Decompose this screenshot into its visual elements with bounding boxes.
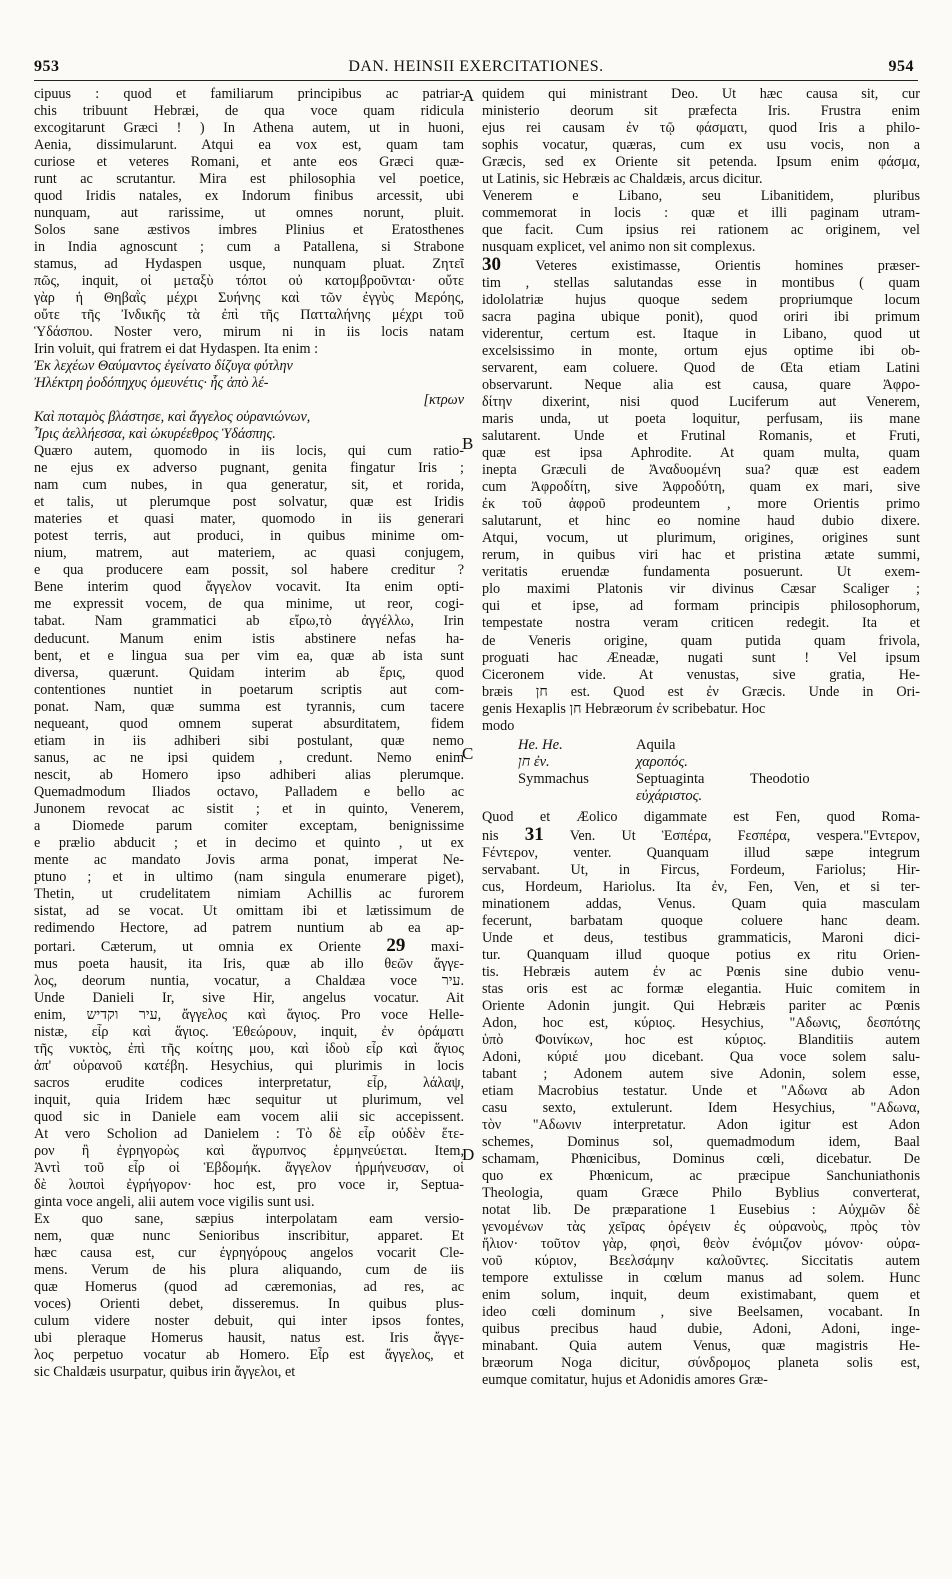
text-line: δίτην dixerint, nisi quod Luciferum aut Venerem, [482,394,920,411]
text-line: Ciceronem vide. At venustas, sive gratia, He- [482,666,920,683]
greek-verse [34,358,464,443]
text-line: hæc causa est, cur ἐγρηγόρους angelos vocarit Cle- [34,1245,464,1262]
margin-letter-a: A [462,86,475,105]
text-line: Ἶρις ἀελλήεσσα, καὶ ὠκυρέεθρος Ὑδάσπης. [34,426,276,443]
text-line: observarunt. Neque alia est causa, quare Ἀφρο- [482,377,920,394]
text-line: ginta voce angeli, alii autem voce vigilis sunt usi. [34,1194,315,1211]
text-line: Aenia, dissimularunt. Atqui ea vox est, quam tam [34,137,464,154]
text-line: inepta Græculi de Ἀναδυομένη sua? quæ est eadem [482,462,920,479]
text-line: λος, deorum nuntia, vocatur, a Chaldæa voce עיר. [34,972,464,989]
text-line: τὸν "Αδωνιν interpretatur. Adon igitur est Adon [482,1116,920,1133]
text-line: excogitarunt Græci ! ) In Athena autem, ut in huoni, [34,120,464,137]
text-line: servarent, eam coluere. Quod de Œta etiam Latini [482,360,920,377]
text-line: ptuno ; et in ultimo (nam singula enumerare piget), [34,868,464,885]
text-line: ministerio deorum sit præfecta Iris. Frustra enim [482,103,920,120]
text-line: proguati hac Æneadæ, nugati sunt ! Vel ipsum [482,649,920,666]
text-line: tempestate nostra veram criticen redegit. Ita et [482,615,920,632]
text-line: voces) Orienti debet, disseremus. In quibus plus- [34,1296,464,1313]
text-line: tim , stellas salutandas esse in montibus ( quam [482,275,920,292]
text-line: que facit. Cum ipsius rei rationem ac originem, vel [482,222,920,239]
text-line: Irin voluit, qui fratrem ei dat Hydaspen. Ita enim : [34,341,319,358]
text-line: γενομένων τὰς χεῖρας ὀρέγειν ἐς οὐρανοὺς, πρὸς τὸν [482,1218,920,1235]
text-line: mens. Verum de his plura aliquando, cum de iis [34,1262,464,1279]
text-line: rerum, in quibus viri hac et pristina ætate summi, [482,547,920,564]
text-line: Bene interim quod ἄγγελον vocavit. Ita enim opti- [34,579,464,596]
text-line: a Diomede parum comiter exceptam, benignissime [34,817,464,834]
text-line: ὑπὸ Φοινίκων, hoc est κύριος. Blanditiis autem [482,1031,920,1048]
right-column-text-2 [482,809,920,1390]
text-line: idololatriæ hujus quoque sedem propriumque locum [482,292,920,309]
text-line: nequeant, quod omnem superat absurditatem, fidem [34,715,464,732]
text-line: salutarent. Unde et Frutinal Romanis, et Fruti, [482,428,920,445]
text-line: nam cum nubes, in qua generatur, sit, et rorida, [34,477,464,494]
text-line: tempore extulisse in cœlum manus ad solem. Hunc [482,1270,920,1287]
section-number: 30 [482,256,501,276]
text-line: portari. Cæterum, ut omnia ex Oriente 29 maxi- [34,936,464,956]
text-line: Ὑδάσπου. Noster vero, mirum ni in iis locis natam [34,324,464,341]
text-line: Quemadmodum Iliados octavo, Palladem e bello ac [34,783,464,800]
text-line: quo ex Phœnicum, ac præcipue Sanchuniathonis [482,1167,920,1184]
text-line: δὲ λοιποὶ ἐγρήγορον· hoc est, pro voce ir, Septua- [34,1177,464,1193]
text-line: ejus rei causam ἐν τῷ φάσματι, quod Iris a philo- [482,120,920,137]
hexapla-cell: εὐχάριστος. [636,787,703,804]
text-line: sic Chaldæis usurpatur, quibus irin ἄγγελοι, et [34,1364,296,1381]
text-line: deducunt. Manum enim istis abstinere nefas ha- [34,630,464,647]
text-line: maris unda, ut poeta loquitur, perfusam, iis mane [482,411,920,428]
text-line: nusquam explicet, vel animo non sit complexus. [482,239,756,256]
left-column [34,86,464,1556]
text-line: cum Ἀφροδίτη, sive Ἀφροδύτη, quam ex mari, sive [482,479,920,496]
text-line: servabant. Ut, in Fircus, Fordeum, Fariolus; Hir- [482,861,920,878]
text-line: [κτρων [423,392,464,409]
text-line: ponat. Nam, quæ summa est tyrannis, cum tacere [34,698,464,715]
right-page-number: 954 [888,58,914,75]
text-line: modo [482,717,515,734]
hexapla-cell: Symmachus [518,770,589,787]
hexapla-cell: חן ἐν. [518,753,550,770]
margin-letter-d: D [462,1145,475,1164]
text-line: etiam in iis adhiberi sibi postulant, quæ nemo [34,732,464,749]
text-line: chis tribuunt Hebræi, de qua voce quam ridicula [34,103,464,120]
section-number: 31 [524,825,544,845]
text-line: Thetin, ut crudelitatem nimiam Achillis ac furorem [34,885,464,902]
text-line: sacros erudite codices interpretatur, εἶρ, λάλαψ, [34,1074,464,1091]
margin-letter-b: B [462,434,474,453]
text-line: runt ac scrutantur. Mira est philosophia vel poetice, [34,171,464,188]
text-line: materies et quasi mater, quomodo in iis generari [34,511,464,528]
text-line: Solos sane æstivos imbres Plinius et Eratosthenes [34,222,464,239]
text-line: bræis חן est. Quod est ἐν Græcis. Unde in Ori- [482,683,920,700]
text-line: Græcis, sed ex Oriente sit petenda. Ipsum enim φάσμα, [482,154,920,171]
text-line: excelsissimo in monte, ortum ejus optime ibi ob- [482,343,920,360]
text-line: 30 Veteres existimasse, Orientis homines præser- [482,256,920,276]
text-line: tis. Hebræis autem ἐν ac Pœnis sine dubio venu- [482,963,920,980]
text-line: culum videre noster debuit, qui inter ipsos fontes, [34,1313,464,1330]
text-line: commemorat in locis : quæ et illi paginam utram- [482,205,920,222]
text-line: λος perpetuo vocatur ab Homero. Εἶρ est ἄγγελος, et [34,1347,464,1364]
text-line: qui et ipse, ad formam principis philosophorum, [482,598,920,615]
text-line: Ϝέντερον, venter. Quanquam illud sæpe integrum [482,844,920,861]
text-line: Ex quo sane, sæpius interpolatam eam versio- [34,1211,464,1228]
hexapla-table [518,737,920,805]
text-line: viderentur, certum est. Itaque in Libano, quod ut [482,326,920,343]
text-line: Καὶ ποταμὸς βλάστησε, καὶ ἄγγελος οὐρανιώνων, [34,409,311,426]
text-line: enim solum, inquit, deum existimabant, quem et [482,1287,920,1304]
hexapla-row [518,737,920,754]
text-line: schamam, Phœnicibus, Dominus cœli, dicebatur. De [482,1150,920,1167]
text-line: tabat. Nam grammatici ab εἴρω,τὸ ἀγγέλλω, Irin [34,613,464,630]
text-line: Ἐκ λεχέων Θαύμαντος ἐγείνατο δίζυγα φύτλην [34,358,293,375]
text-line: Quæro autem, quomodo in iis locis, qui cum ratio- [34,443,464,460]
right-column [482,86,920,1556]
text-line: nis 31 Ven. Ut Ἑσπέρα, Ϝεσπέρα, vespera."Εντερον, [482,825,920,845]
text-line: ubi pleraque Homerus hausit, natus est. Iris ἄγγε- [34,1330,464,1347]
hexapla-cell: Aquila [636,736,676,753]
text-line: ἀπ' οὐρανοῦ κατέβη. Hesychius, qui plurimis in locis [34,1057,464,1074]
page-header [0,58,952,82]
text-line: Unde et deus, testibus grammaticis, Maroni dici- [482,929,920,946]
left-column-text-2 [34,443,464,1381]
hexapla-cell: χαροπός. [636,753,688,770]
text-line: quibus precibus haud dubie, Adoni, Adoni, inge- [482,1321,920,1338]
text-line: Adon, hoc est, κύριος. Hesychius, "Αδωνις, δεσπότης [482,1014,920,1031]
text-line: Ἀντὶ τοῦ εἶρ οἱ Ἑβδομήκ. ἄγγελον ἡρμήνευσαν, οἱ [34,1159,464,1176]
text-line: inquit, quia Iridem hæc sequitur ut plurimum, vel [34,1091,464,1108]
text-line: casu sexto, extulerunt. Idem Hesychius, "Αδωνα, [482,1099,920,1116]
text-line: sanus, ac ne ipsi quidem , credunt. Nemo enim [34,749,464,766]
hexapla-cell: He. He. [518,736,563,753]
text-line: At vero Scholion ad Danielem : Τὸ δὲ εἶρ οὐδὲν ἕτε- [34,1125,464,1142]
hexapla-cell: Septuaginta [636,770,705,787]
text-line: minabant. Quia autem Venus, quæ magistris He- [482,1338,920,1355]
text-line: minationem addas, Venus. Quam quia masculam [482,895,920,912]
text-line: Oriente Adonin jungit. Qui Hebræis pariter ac Pœnis [482,997,920,1014]
text-line: ἐκ τοῦ ἀφροῦ prodeuntem , more Orientis primo [482,496,920,513]
text-line: Junonem revocat ac sistit ; et in quinto, Venerem, [34,800,464,817]
text-line: ideo cœli dominum , sive Beelsamen, vocabant. In [482,1304,920,1321]
text-line: eumque comitatur, hujus et Adonidis amores Græ- [482,1372,768,1389]
text-line: in India agnoscunt ; cum a Patallena, si Strabone [34,239,464,256]
text-line: quæ Homerus (quod ad cæremonias, ad res, ac [34,1279,464,1296]
text-line: stas oris est ac formæ elegantia. Huic comitem in [482,980,920,997]
text-line: cus, Hordeum, Hariolus. Ita ἐν, Fen, Ven, et si ter- [482,878,920,895]
hexapla-row [518,754,920,771]
text-line: contentiones nuntiet in poetarum scriptis aut com- [34,681,464,698]
text-line: tabant ; Adonem autem sive Adonin, solem esse, [482,1065,920,1082]
text-line: Adoni, κύριέ μου dicebant. Qua voce solem salu- [482,1048,920,1065]
text-line: mente ac mandato Jovis arma ponat, imperat Ne- [34,851,464,868]
text-line: e prælio abducit ; et in decimo et quinto , ut ex [34,834,464,851]
text-line: quod Iridis natales, ex Indorum finibus arcessit, ubi [34,188,464,205]
text-line: potest terris, aut produci, in quibus minime om- [34,528,464,545]
text-line: salutarunt, et hinc eo nomine haud dubio dixere. [482,513,920,530]
text-line: e qua producere eam possit, sol habere creditur ? [34,562,464,579]
text-line: nistæ, εἶρ καὶ ἅγιος. Ἐθεώρουν, inquit, ἐν ὁράματι [34,1023,464,1040]
text-line: πῶς, inquit, οἱ μεταξὺ τόποι οὐ κατομβροῦνται· οὔτε [34,273,464,290]
right-column-text [482,86,920,735]
left-column-text [34,86,464,358]
text-line: Ἠλέκτρη ῥοδόπηχυς ὁμευνέτις· ἧς ἀπὸ λέ- [34,375,269,392]
text-line: Venerem e Libano, seu Libanitidem, pluribus [482,188,920,205]
text-line: nescit, ab Homero ipso adhiberi alias plerumque. [34,766,464,783]
section-number: 29 [386,936,406,956]
left-page-number: 953 [34,58,60,75]
text-line: et talis, ut plerumque post solvatur, quæ est Iridis [34,494,464,511]
text-line: fecerunt, barbatam quoque coluere hanc deam. [482,912,920,929]
text-line: sacra pagina ubique ponit), quod oriri ibi primum [482,309,920,326]
text-line: nunquam, aut rarissime, ut omnes norunt, pluit. [34,205,464,222]
text-line: ρον ἢ ἐγρηγορὼς καὶ ἄγρυπνος ἑρμηνεύεται. Item, [34,1142,464,1159]
text-line: mus poeta hausit, ita Iris, quæ ab illo θεῶν ἄγγε- [34,955,464,972]
running-title: DAN. HEINSII EXERCITATIONES. [348,58,604,75]
text-line: bent, et e lingua sua per vim ea, quæ ab ista sunt [34,647,464,664]
text-line: ut Latinis, sic Hebræis ac Chaldæis, arcus dicitur. [482,171,763,188]
text-line: genis Hexaplis חן Hebræorum ἐν scribebatur. Hoc [482,700,766,717]
text-line: ἥλιον· τοῦτον γὰρ, φησὶ, θεὸν ἐνόμιζον μόνον· οὐρα- [482,1235,920,1252]
text-line: diversa, quærunt. Quidam interim ab ἔρις, quod [34,664,464,681]
text-line: tur. Quanquam illud quoque potius ex ritu Orien- [482,946,920,963]
text-line: cipuus : quod et familiarum principibus ac patriar- [34,86,464,102]
text-line: νοῦ κύριον, Βεελσάμην καλοῦντες. Siccitatis autem [482,1253,920,1269]
text-line: plo maximi Platonis vir divinus Cæsar Scaliger ; [482,581,920,598]
text-line: quæ est ipsa Aphrodite. At quam multa, quam [482,445,920,462]
text-line: bræorum Noga dicitur, σύνδρομος planeta solis est, [482,1355,920,1372]
text-line: Atqui, vocum, ut plurimum, origines, origines sunt [482,530,920,547]
margin-letter-c: C [462,744,474,763]
text-line: enim, עיר וקדיש, ἄγγελος καὶ ἅγιος. Pro voce Helle- [34,1006,464,1023]
text-line: notat lib. De præparatione 1 Eusebius : Αὐχμῶν δὲ [482,1201,920,1218]
text-line: de Veneris origine, quam putida quam frivola, [482,632,920,649]
text-line: Theologia, quam Græce Philo Byblius converterat, [482,1184,920,1201]
text-line: etiam Macrobius testatur. Unde et "Αδωνα ab Adon [482,1082,920,1099]
hexapla-row [518,788,920,805]
text-line: stamus, ad Hydaspen usque, nunquam pluat. Ζητεῖ [34,256,464,273]
text-line: nem, quæ nunc Senioribus inscribitur, apparet. Et [34,1228,464,1245]
hexapla-cell: Theodotio [750,770,810,787]
text-line: curiose et veteres Romani, et ante eos Græci quæ- [34,154,464,171]
text-line: nium, matrem, aut materiem, ac quasi conjugem, [34,545,464,562]
text-line: Unde Danieli Ir, sive Hir, angelus vocatur. Ait [34,989,464,1006]
text-line: me expressit vocem, de qua minime, ut reor, cogi- [34,596,464,613]
text-line: redimendo Hectore, ad patrem nuntium ab ea ap- [34,919,464,936]
text-line: γὰρ ἡ Θηβαῒς μέχρι Συήνης καὶ τῶν ἐγγὺς Μερόης, [34,290,464,307]
text-line: quidem qui ministrant Deo. Ut hæc causa sit, cur [482,86,920,102]
text-line: τῆς νυκτὸς, ἐπὶ τῆς κοίτης μου, καὶ ἰδοὺ εἶρ καὶ ἅγιος [34,1040,464,1057]
text-line: Quod et Æolico digammate est Fen, quod Roma- [482,808,920,825]
text-line: sistat, ad se vocat. Ut omittam ibi et lætissimum de [34,902,464,919]
header-rule [34,80,918,81]
text-line: veritatis eruendæ fundamenta posuerunt. Ut exem- [482,564,920,581]
hexapla-row [518,771,920,788]
text-line: ne ejus ex adverso pugnant, genita fingatur Iris ; [34,460,464,477]
text-line: sophis vocatur, quæras, cum ex usu vocis, non a [482,137,920,154]
text-line: quod sic in Daniele eam vocem alii sic accepissent. [34,1108,464,1125]
text-line: οὔτε τῆς Ἰνδικῆς τὰ ἐπὶ τῆς Πατταλήνης μέχρι τοῦ [34,307,464,324]
text-line: schemes, Dominus sol, quemadmodum idem, Baal [482,1133,920,1150]
